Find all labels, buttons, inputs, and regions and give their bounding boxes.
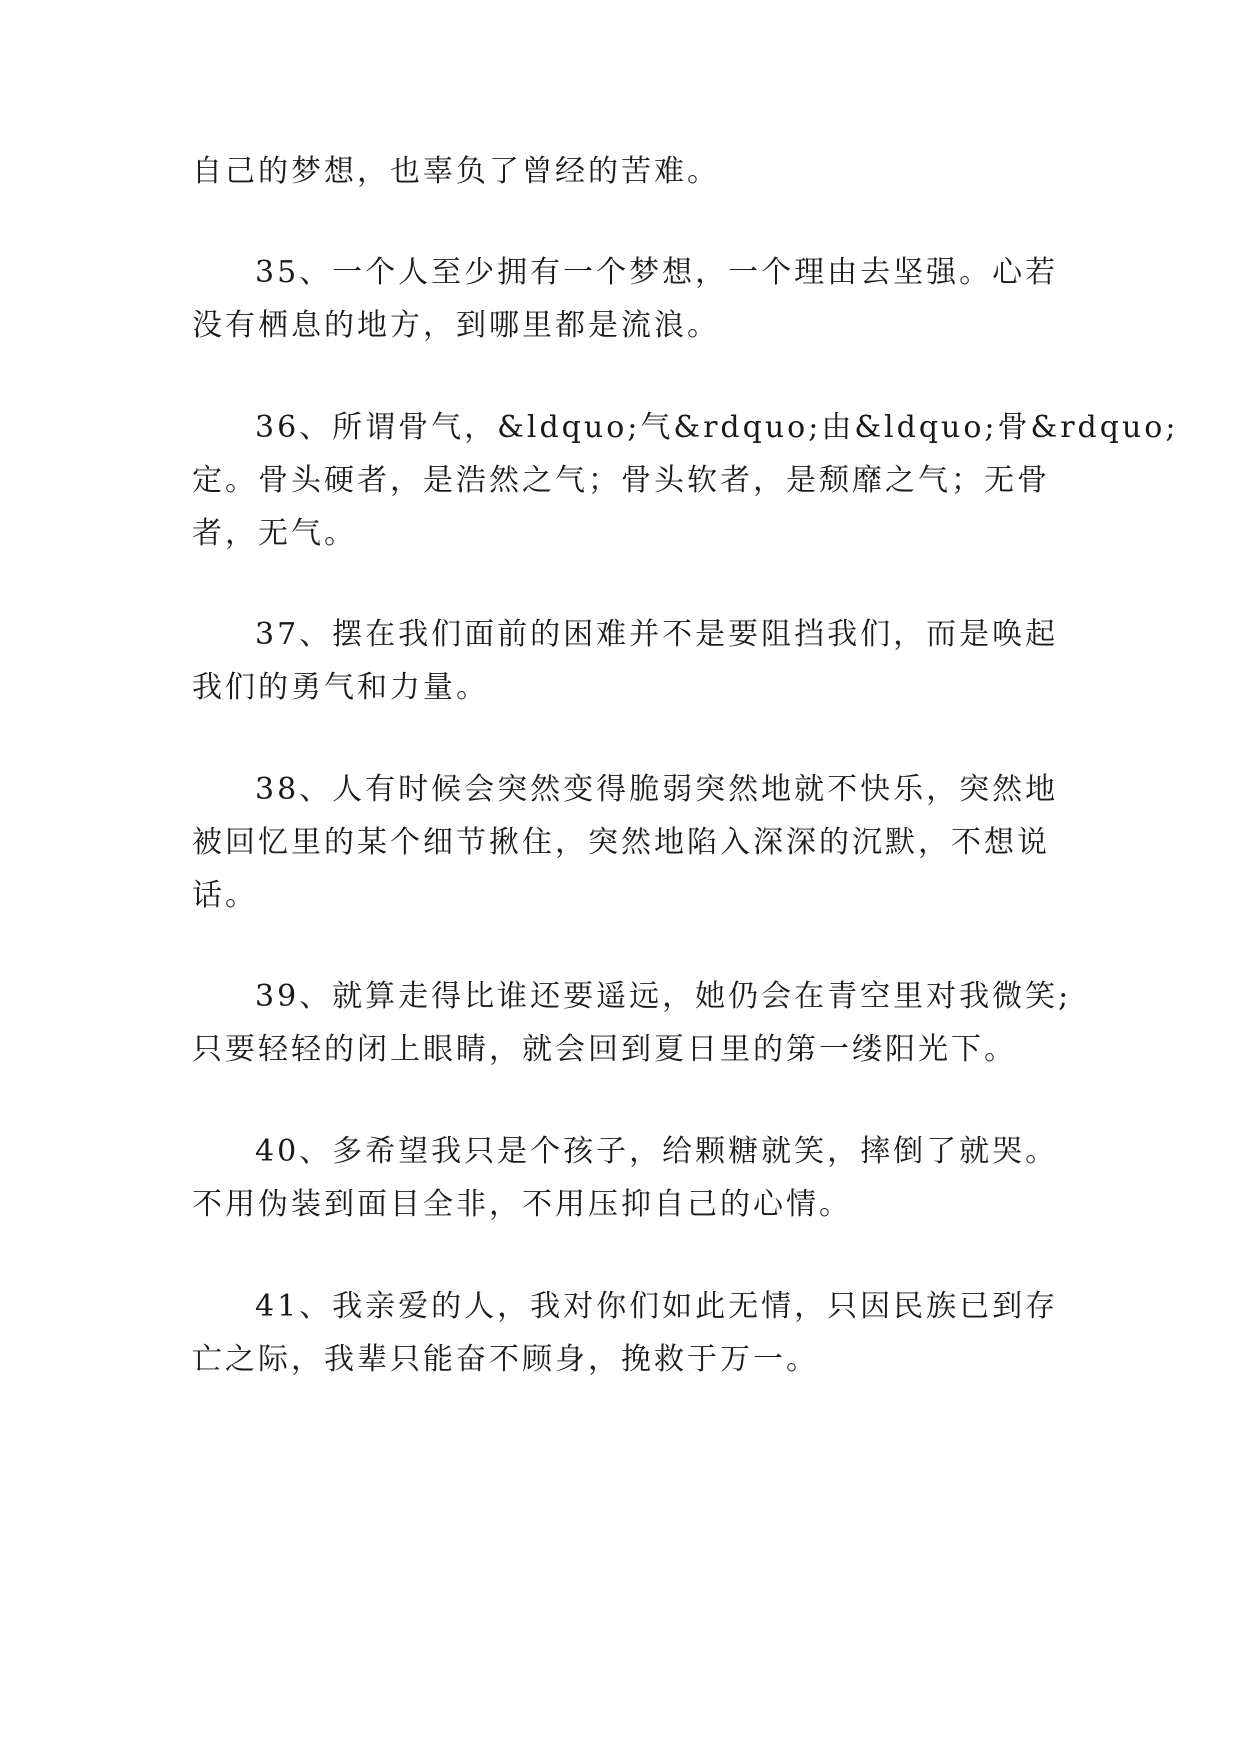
paragraph-38-line-3: 话。 [192, 878, 258, 913]
paragraph-36-line-3: 者，无气。 [192, 516, 357, 551]
paragraph-39-line-1: 39、就算走得比谁还要遥远，她仍会在青空里对我微笑; [255, 979, 1072, 1014]
paragraph-36-line-1: 36、所谓骨气，&ldquo;气&rdquo;由&ldquo;骨&rdquo; [255, 410, 1179, 445]
paragraph-34-line-2: 自己的梦想，也辜负了曾经的苦难。 [192, 154, 720, 189]
paragraph-40-line-2: 不用伪装到面目全非，不用压抑自己的心情。 [192, 1187, 852, 1222]
paragraph-40-line-1: 40、多希望我只是个孩子，给颗糖就笑，摔倒了就哭。 [255, 1134, 1059, 1169]
paragraph-35-line-2: 没有栖息的地方，到哪里都是流浪。 [192, 308, 720, 343]
paragraph-36-line-2: 定。骨头硬者，是浩然之气；骨头软者，是颓靡之气；无骨 [192, 463, 1050, 498]
paragraph-38-line-1: 38、人有时候会突然变得脆弱突然地就不快乐，突然地 [255, 772, 1059, 807]
paragraph-35-line-1: 35、一个人至少拥有一个梦想，一个理由去坚强。心若 [255, 255, 1059, 290]
paragraph-41-line-2: 亡之际，我辈只能奋不顾身，挽救于万一。 [192, 1342, 819, 1377]
paragraph-38-line-2: 被回忆里的某个细节揪住，突然地陷入深深的沉默，不想说 [192, 825, 1050, 860]
paragraph-37-line-2: 我们的勇气和力量。 [192, 670, 489, 705]
paragraph-39-line-2: 只要轻轻的闭上眼睛，就会回到夏日里的第一缕阳光下。 [192, 1032, 1017, 1067]
paragraph-37-line-1: 37、摆在我们面前的困难并不是要阻挡我们，而是唤起 [255, 617, 1059, 652]
paragraph-41-line-1: 41、我亲爱的人，我对你们如此无情，只因民族已到存 [255, 1289, 1059, 1324]
